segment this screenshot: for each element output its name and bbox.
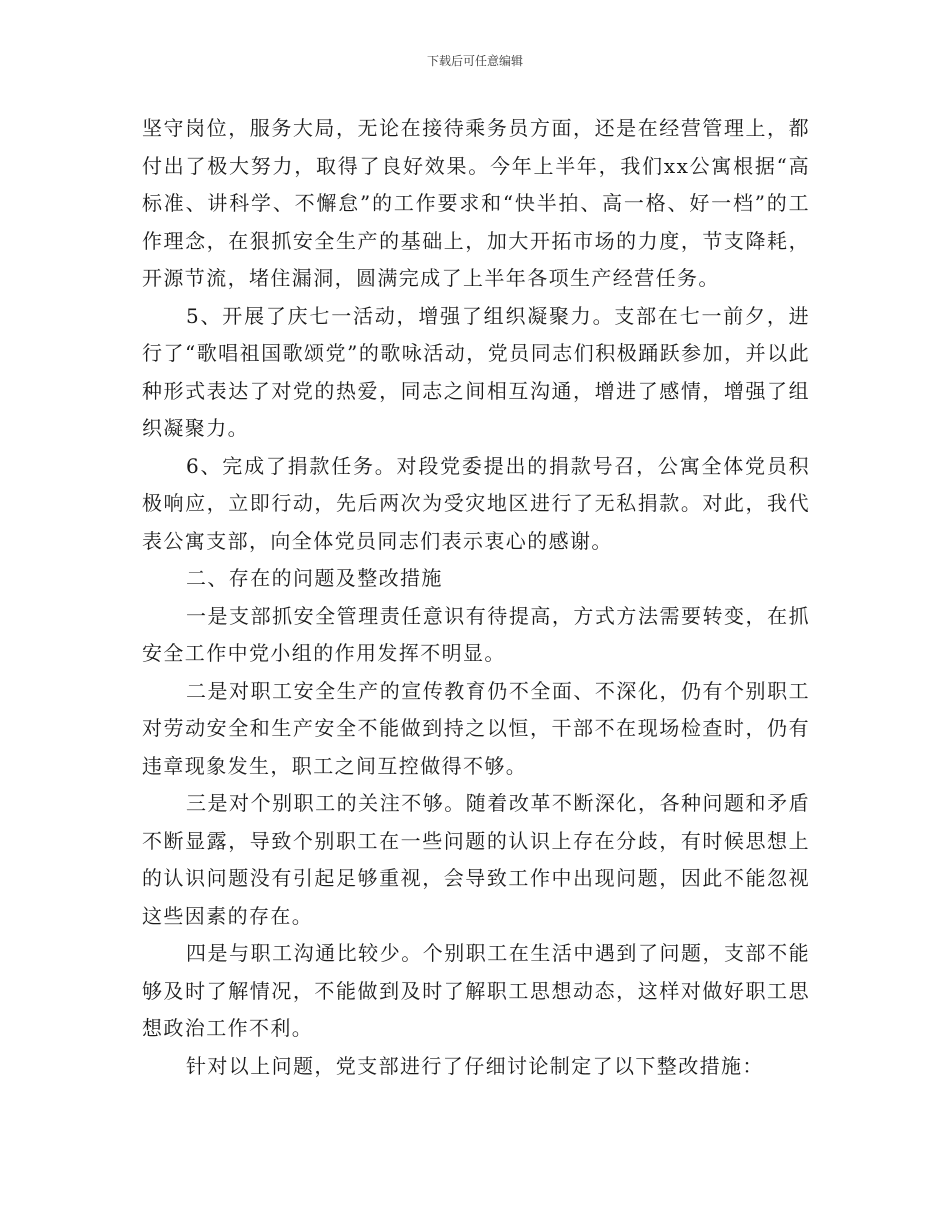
page-header: 下载后可任意编辑: [426, 54, 523, 68]
paragraph-measures-intro: 针对以上问题，党支部进行了仔细讨论制定了以下整改措施：: [186, 1053, 764, 1078]
paragraph-intro: 坚守岗位，服务大局，无论在接待乘务员方面，还是在经营管理上，都付出了极大努力，取得了良好效果。今年上半年，我们xx公寓根据“高标准、讲科学、不懈怠”的工作要求和“快半拍、高一格、好一档”的工作理念，在狠抓安全生产的基础上，加大开拓市场的力度，节支降耗，开源节流，堵住漏洞，圆满完成了上半年各项生产经营任务。: [142, 116, 810, 290]
paragraph-problem-2: 二是对职工安全生产的宣传教育仍不全面、不深化，仍有个别职工对劳动安全和生产安全不能做到持之以恒，干部不在现场检查时，仍有违章现象发生，职工之间互控做得不够。: [142, 678, 810, 778]
paragraph-item-6: 6、完成了捐款任务。对段党委提出的捐款号召，公寓全体党员积极响应，立即行动，先后两次为受灾地区进行了无私捐款。对此，我代表公寓支部，向全体党员同志们表示衷心的感谢。: [142, 453, 810, 553]
section-heading-problems: 二、存在的问题及整改措施: [186, 566, 443, 590]
paragraph-problem-3: 三是对个别职工的关注不够。随着改革不断深化，各种问题和矛盾不断显露，导致个别职工在一些问题的认识上存在分歧，有时候思想上的认识问题没有引起足够重视，会导致工作中出现问题，因此不能忽视这些因素的存在。: [142, 791, 810, 928]
paragraph-item-5: 5、开展了庆七一活动，增强了组织凝聚力。支部在七一前夕，进行了“歌唱祖国歌颂党”的歌咏活动，党员同志们积极踊跃参加，并以此种形式表达了对党的热爱，同志之间相互沟通，增进了感情，增强了组织凝聚力。: [142, 303, 810, 440]
paragraph-problem-1: 一是支部抓安全管理责任意识有待提高，方式方法需要转变，在抓安全工作中党小组的作用发挥不明显。: [142, 603, 810, 665]
paragraph-problem-4: 四是与职工沟通比较少。个别职工在生活中遇到了问题，支部不能够及时了解情况，不能做到及时了解职工思想动态，这样对做好职工思想政治工作不利。: [142, 941, 810, 1040]
document-body: [142, 110, 810, 1085]
